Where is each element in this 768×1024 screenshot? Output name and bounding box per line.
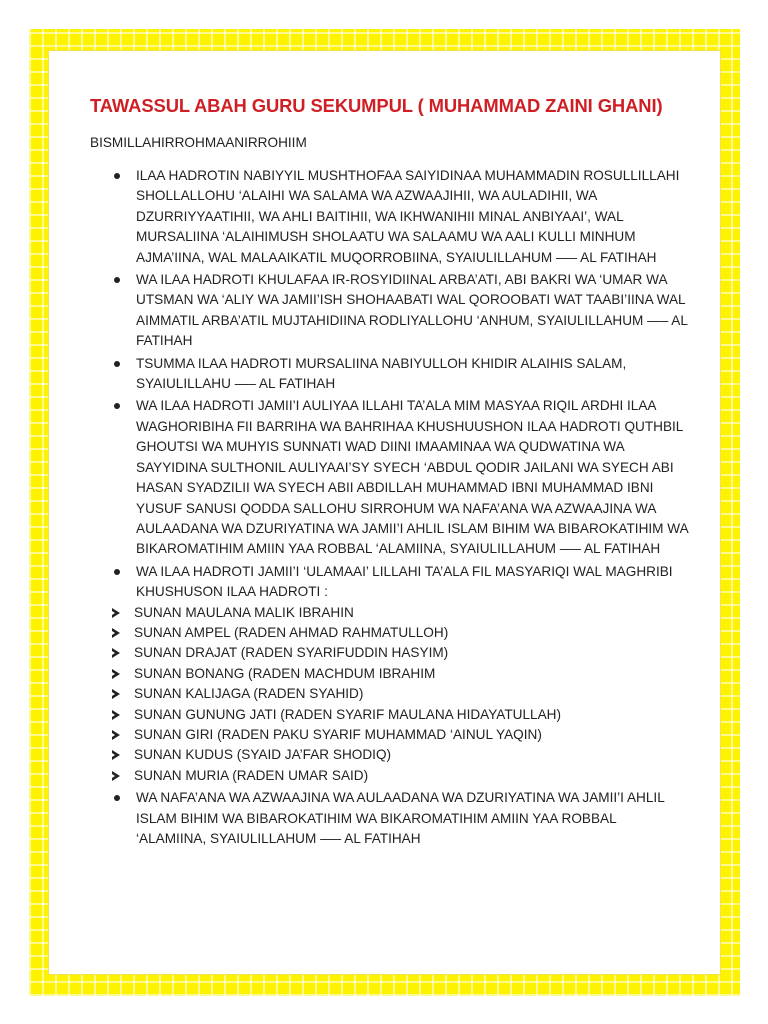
list-item-text: WA ILAA HADROTI JAMII’I ‘ULAMAAI’ LILLAHI TA’ALA FIL MASYARIQI WAL MAGHRIBI KHUSHUSON ILAA HADROTI : — [136, 563, 673, 600]
list-item — [90, 562, 690, 786]
arrow-bullet-icon — [112, 648, 120, 658]
list-item-text: TSUMMA ILAA HADROTI MURSALIINA NABIYULLOH KHIDIR ALAIHIS SALAM, SYAIULILLAHU —– AL FATIHAH — [136, 355, 627, 392]
arrow-bullet-icon — [112, 628, 120, 638]
sub-list-item-text: SUNAN KALIJAGA (RADEN SYAHID) — [134, 686, 364, 702]
bullet-icon — [114, 795, 120, 801]
arrow-bullet-icon — [112, 750, 120, 760]
bullet-icon — [114, 277, 120, 283]
list-item-text: ILAA HADROTIN NABIYYIL MUSHTHOFAA SAIYIDINAA MUHAMMADIN ROSULLILLAHI SHOLLALLOHU ‘ALAIHI WA SALAMA WA AZWAAJIHII, WA AULADIHII, WA DZURRIYYAATIHII, WA AHLI BAITIHII, WA IKHWANIHII MINAL ANBIYAAI’, WAL MURSALIINA ‘ALAIHIMUSH SHOLAATU WA SALAAMU WA AALI KULLI MINHUM AJMA’IINA, WAL MALAAIKATIL MUQORROBIINA, SYAIULILLAHUM —– AL FATIHAH — [136, 168, 680, 265]
list-item-text: WA ILAA HADROTI KHULAFAA IR-ROSYIDIINAL ARBA’ATI, ABI BAKRI WA ‘UMAR WA UTSMAN WA ‘ALIY WA JAMII’ISH SHOHAABATI WAL QOROOBATI WAT TAABI’IINA WAL AIMMATIL ARBA’ATIL MUJTAHIDIINA RODLIYALLOHU ‘ANHUM, SYAIULILLAHUM —– AL FATIHAH — [136, 272, 688, 349]
sub-list-item-text: SUNAN AMPEL (RADEN AHMAD RAHMATULLOH) — [134, 624, 449, 640]
sub-list — [112, 603, 690, 787]
sub-list-item — [112, 623, 690, 643]
sub-list-item — [112, 684, 690, 704]
bullet-list — [90, 166, 690, 849]
arrow-bullet-icon — [112, 689, 120, 699]
list-item — [90, 270, 690, 352]
document-title: TAWASSUL ABAH GURU SEKUMPUL ( MUHAMMAD ZAINI GHANI) — [90, 95, 663, 116]
sub-list-item-text: SUNAN MURIA (RADEN UMAR SAID) — [134, 767, 369, 783]
sub-list-item-text: SUNAN DRAJAT (RADEN SYARIFUDDIN HASYIM) — [134, 645, 449, 661]
sub-list-item — [112, 745, 690, 765]
sub-list-item — [112, 643, 690, 663]
list-item-text: WA ILAA HADROTI JAMII’I AULIYAA ILLAHI TA’ALA MIM MASYAA RIQIL ARDHI ILAA WAGHORIBIHA FII BARRIHA WA BAHRIHAA KHUSHUUSHON ILAA HADROTI QUTHBIL GHOUTSI WA MUHYIS SUNNATI WAD DIINI IMAAMINAA WA QUDWATINA WA SAYYIDINA SULTHONIL AULIYAAI’SY SYECH ‘ABDUL QODIR JAILANI WA SYECH ABI HASAN SYADZILII WA SYECH ABII ABDILLAH MUHAMMAD IBNI MUHAMMAD IBNI YUSUF SANUSI QODDA SALLOHU SIRROHUM WA NAFA’ANA WA AZWAAJINA WA AULAADANA WA DZURIYATINA WA JAMII’I AHLIL ISLAM BIHIM WA BIBAROKATIHIM WA BIKAROMATIHIM AMIIN YAA ROBBAL ‘ALAMIINA, SYAIULILLAHUM —– AL FATIHAH — [136, 398, 688, 557]
document-body — [90, 95, 690, 851]
sub-list-item-text: SUNAN GIRI (RADEN PAKU SYARIF MUHAMMAD ‘AINUL YAQIN) — [134, 726, 542, 742]
bullet-icon — [114, 569, 120, 575]
arrow-bullet-icon — [112, 608, 120, 618]
arrow-bullet-icon — [112, 669, 120, 679]
list-item — [90, 354, 690, 395]
sub-list-item — [112, 766, 690, 786]
arrow-bullet-icon — [112, 710, 120, 720]
bullet-icon — [114, 403, 120, 409]
list-item — [90, 788, 690, 849]
sub-list-item-text: SUNAN MAULANA MALIK IBRAHIN — [134, 604, 354, 620]
arrow-bullet-icon — [112, 771, 120, 781]
sub-list-item-text: SUNAN GUNUNG JATI (RADEN SYARIF MAULANA HIDAYATULLAH) — [134, 706, 561, 722]
bullet-icon — [114, 361, 120, 367]
sub-list-item — [112, 603, 690, 623]
sub-list-item — [112, 725, 690, 745]
list-item-text: WA NAFA’ANA WA AZWAAJINA WA AULAADANA WA DZURIYATINA WA JAMII’I AHLIL ISLAM BIHIM WA BIBAROKATIHIM WA BIKAROMATIHIM AMIIN YAA ROBBAL ‘ALAMIINA, SYAIULILLAHUM —– AL FATIHAH — [136, 790, 665, 846]
document-subtitle: BISMILLAHIRROHMAANIRROHIIM — [90, 135, 307, 150]
list-item — [90, 396, 690, 559]
arrow-bullet-icon — [112, 730, 120, 740]
sub-list-item — [112, 664, 690, 684]
list-item — [90, 166, 690, 268]
bullet-icon — [114, 173, 120, 179]
sub-list-item-text: SUNAN KUDUS (SYAID JA’FAR SHODIQ) — [134, 747, 392, 763]
sub-list-item-text: SUNAN BONANG (RADEN MACHDUM IBRAHIM — [134, 665, 436, 681]
sub-list-item — [112, 705, 690, 725]
